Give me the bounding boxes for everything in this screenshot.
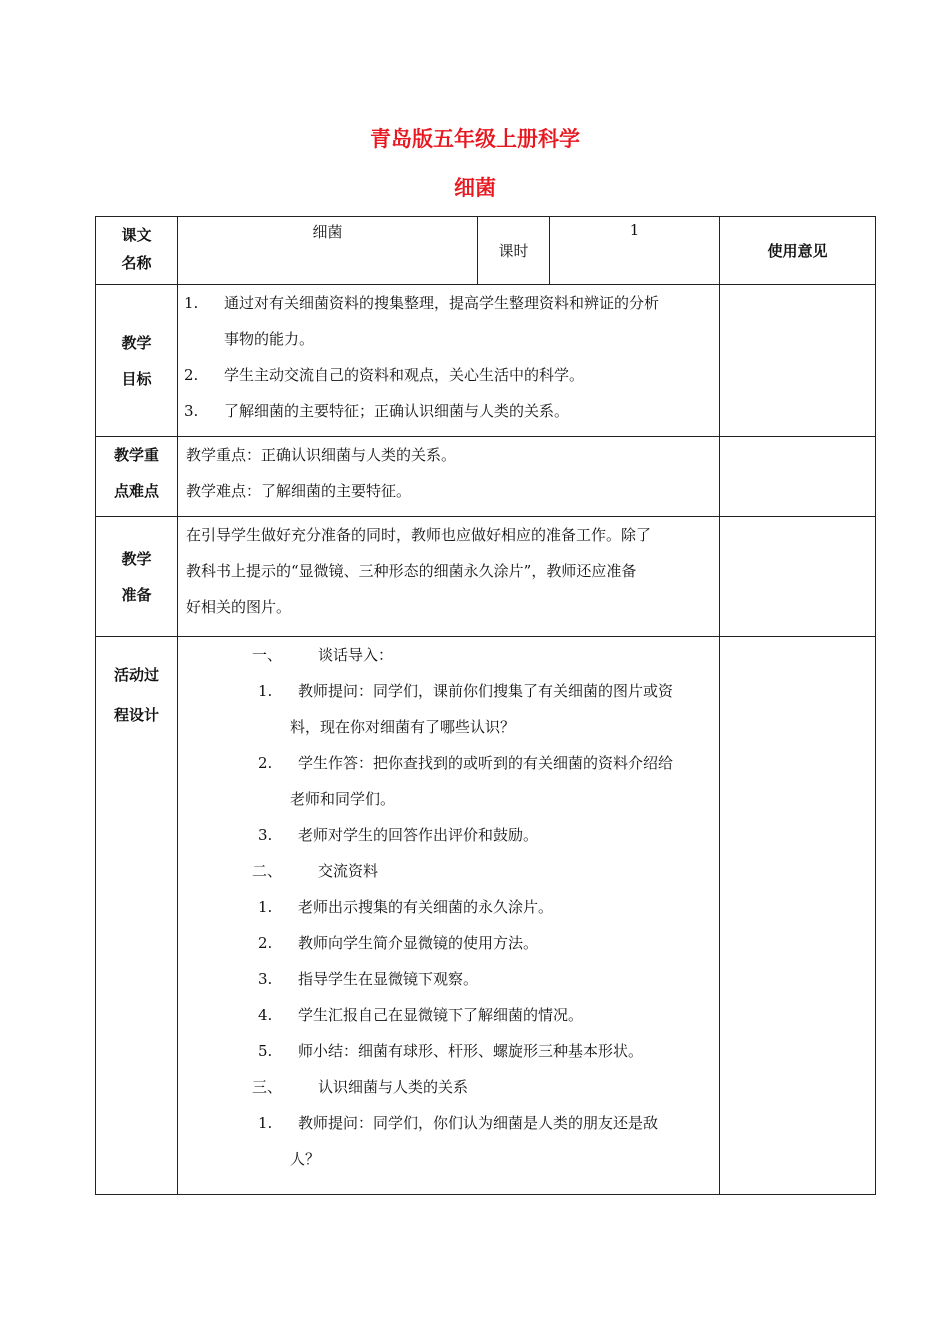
list-item: 1. 教师提问：同学们，课前你们搜集了有关细菌的图片或资: [258, 682, 674, 700]
keypoints-row: [96, 437, 876, 517]
usage-opinion-label: 使用意见: [720, 217, 876, 285]
list-item: 2. 教师向学生简介显微镜的使用方法。: [258, 934, 539, 952]
list-item-continuation: 人？: [290, 1150, 321, 1168]
prep-row: [96, 517, 876, 637]
period-value: 1: [550, 217, 720, 285]
process-row: [96, 637, 876, 1195]
list-item-continuation: 事物的能力。: [224, 330, 315, 348]
prep-label: 教学 准备: [96, 517, 178, 637]
keypoints-label: 教学重 点难点: [96, 437, 178, 517]
goals-opinion-cell: [720, 285, 876, 437]
process-content: [178, 637, 720, 1195]
prep-opinion-cell: [720, 517, 876, 637]
list-item-continuation: 料，现在你对细菌有了哪些认识？: [290, 718, 516, 736]
goals-content: [178, 285, 720, 437]
list-item: 5. 师小结：细菌有球形、杆形、螺旋形三种基本形状。: [258, 1042, 644, 1060]
list-item: 1. 通过对有关细菌资料的搜集整理，提高学生整理资料和辨证的分析: [184, 294, 660, 312]
process-opinion-cell: [720, 637, 876, 1195]
list-item: 3. 指导学生在显微镜下观察。: [258, 970, 479, 988]
list-item-continuation: 老师和同学们。: [290, 790, 396, 808]
list-item: 2. 学生作答：把你查找到的或听到的有关细菌的资料介绍给: [258, 754, 674, 772]
section-heading: 三、 认识细菌与人类的关系: [252, 1078, 469, 1096]
keypoints-content: 教学重点：正确认识细菌与人类的关系。 教学难点：了解细菌的主要特征。: [178, 437, 720, 517]
list-item: 2. 学生主动交流自己的资料和观点，关心生活中的科学。: [184, 366, 585, 384]
section-heading: 一、 谈话导入：: [252, 646, 394, 664]
list-item: 3. 老师对学生的回答作出评价和鼓励。: [258, 826, 539, 844]
keypoints-opinion-cell: [720, 437, 876, 517]
list-item: 1. 教师提问：同学们，你们认为细菌是人类的朋友还是敌: [258, 1114, 659, 1132]
period-label: 课时: [478, 217, 550, 285]
header-row: [96, 217, 876, 285]
list-item: 1. 老师出示搜集的有关细菌的永久涂片。: [258, 898, 554, 916]
list-item: 3. 了解细菌的主要特征；正确认识细菌与人类的关系。: [184, 402, 570, 420]
lesson-name-label: 课文 名称: [96, 217, 178, 285]
section-heading: 二、 交流资料: [252, 862, 379, 880]
goals-row: [96, 285, 876, 437]
prep-content: 在引导学生做好充分准备的同时，教师也应做好相应的准备工作。除了 教科书上提示的“显微镜、三种形态的细菌永久涂片”，教师还应准备 好相关的图片。: [178, 517, 720, 637]
goals-label: 教学 目标: [96, 285, 178, 437]
lesson-name-value: 细菌: [178, 217, 478, 285]
lesson-plan-table: [95, 216, 876, 1195]
process-label: 活动过 程设计: [96, 637, 178, 1195]
list-item: 4. 学生汇报自己在显微镜下了解细菌的情况。: [258, 1006, 584, 1024]
page-title: 青岛版五年级上册科学: [370, 127, 580, 151]
page-subtitle: 细菌: [454, 176, 496, 200]
